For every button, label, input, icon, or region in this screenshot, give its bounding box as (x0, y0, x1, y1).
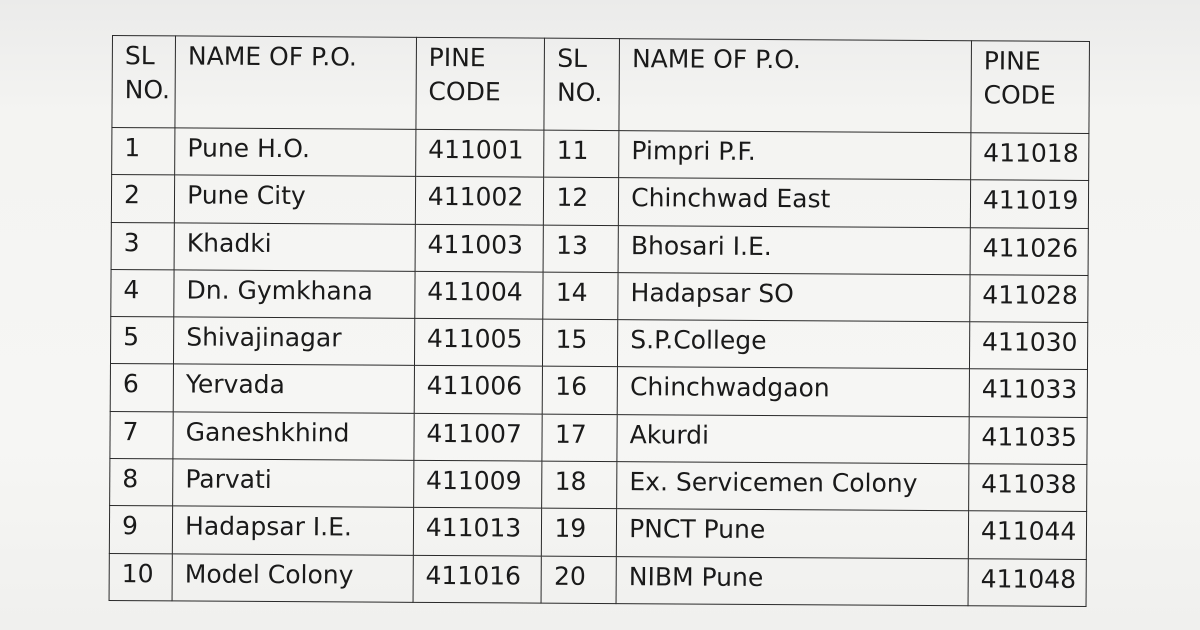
header-pin-code-1: PINE CODE (416, 37, 545, 130)
table-row (110, 411, 1087, 464)
sl-no-cell: 2 (111, 175, 174, 223)
table-row (110, 317, 1087, 370)
po-name-cell: Chinchwadgaon (617, 367, 969, 416)
sl-no-cell: 11 (544, 130, 619, 178)
table-row (111, 175, 1088, 228)
pin-code-cell: 411003 (415, 224, 544, 272)
pin-code-cell: 411009 (413, 460, 542, 508)
po-name-cell: Model Colony (172, 554, 413, 603)
po-name-cell: NIBM Pune (616, 556, 968, 605)
sl-no-cell: 1 (112, 128, 175, 176)
po-name-cell: Chinchwad East (619, 178, 971, 227)
po-name-cell: Parvati (173, 459, 414, 508)
po-name-cell: Bhosari I.E. (618, 225, 970, 274)
po-name-cell: Dn. Gymkhana (174, 270, 415, 319)
sl-no-cell: 18 (542, 461, 617, 509)
po-name-cell: Shivajinagar (174, 317, 415, 366)
sl-no-cell: 3 (111, 222, 174, 270)
header-sl-no-2: SL NO. (544, 38, 619, 130)
header-sl-no-1: SL NO. (112, 36, 176, 128)
sl-no-cell: 15 (543, 319, 618, 367)
po-name-cell: S.P.College (618, 320, 970, 369)
sl-no-cell: 19 (542, 509, 617, 557)
pin-code-cell: 411006 (414, 366, 543, 414)
po-name-cell: Hadapsar I.E. (172, 506, 413, 555)
pin-code-cell: 411004 (415, 271, 544, 319)
table-row (110, 459, 1087, 512)
pin-code-cell: 411001 (415, 129, 544, 177)
po-name-cell: Akurdi (617, 414, 969, 463)
pin-code-cell: 411048 (968, 558, 1086, 606)
header-name-of-po-2: NAME OF P.O. (619, 39, 971, 133)
po-name-cell: Pimpri P.F. (619, 131, 971, 180)
po-name-cell: Khadki (174, 222, 415, 271)
po-name-cell: PNCT Pune (616, 509, 968, 558)
sl-no-cell: 12 (544, 177, 619, 225)
pin-code-cell: 411035 (969, 417, 1087, 465)
po-name-cell: Ex. Servicemen Colony (617, 462, 969, 511)
pin-code-cell: 411033 (969, 369, 1087, 417)
table-row (112, 128, 1089, 181)
table-row (109, 553, 1086, 606)
po-name-cell: Hadapsar SO (618, 272, 970, 321)
pin-code-cell: 411038 (969, 464, 1087, 512)
pin-code-cell: 411028 (970, 275, 1088, 323)
sl-no-cell: 5 (110, 317, 173, 365)
table-header-row (112, 36, 1090, 134)
sl-no-cell: 20 (541, 556, 616, 604)
header-name-of-po-1: NAME OF P.O. (175, 36, 416, 129)
sl-no-cell: 10 (109, 553, 172, 601)
sl-no-cell: 6 (110, 364, 173, 412)
pin-code-cell: 411026 (970, 227, 1088, 275)
table-row (109, 506, 1086, 559)
pin-code-cell: 411044 (968, 511, 1086, 559)
pin-code-cell: 411016 (413, 555, 542, 603)
pin-code-table (109, 35, 1090, 607)
po-name-cell: Pune City (174, 175, 415, 224)
sl-no-cell: 14 (543, 272, 618, 320)
pin-code-cell: 411007 (414, 413, 543, 461)
pin-code-cell: 411018 (971, 133, 1089, 181)
sl-no-cell: 8 (110, 459, 173, 507)
header-pin-code-2: PINE CODE (971, 41, 1090, 134)
sl-no-cell: 7 (110, 411, 173, 459)
po-name-cell: Ganeshkhind (173, 412, 414, 461)
sl-no-cell: 16 (543, 367, 618, 415)
pin-code-cell: 411019 (970, 180, 1088, 228)
table-body (109, 128, 1089, 607)
table-row (110, 364, 1087, 417)
table-row (111, 222, 1088, 275)
sl-no-cell: 4 (111, 269, 174, 317)
table-row (111, 269, 1088, 322)
pin-code-cell: 411030 (969, 322, 1087, 370)
pin-code-cell: 411005 (414, 319, 543, 367)
pin-code-cell: 411002 (415, 177, 544, 225)
sl-no-cell: 9 (109, 506, 172, 554)
po-name-cell: Yervada (173, 364, 414, 413)
po-name-cell: Pune H.O. (175, 128, 416, 177)
pin-code-cell: 411013 (413, 508, 542, 556)
sl-no-cell: 17 (542, 414, 617, 462)
sl-no-cell: 13 (543, 225, 618, 273)
